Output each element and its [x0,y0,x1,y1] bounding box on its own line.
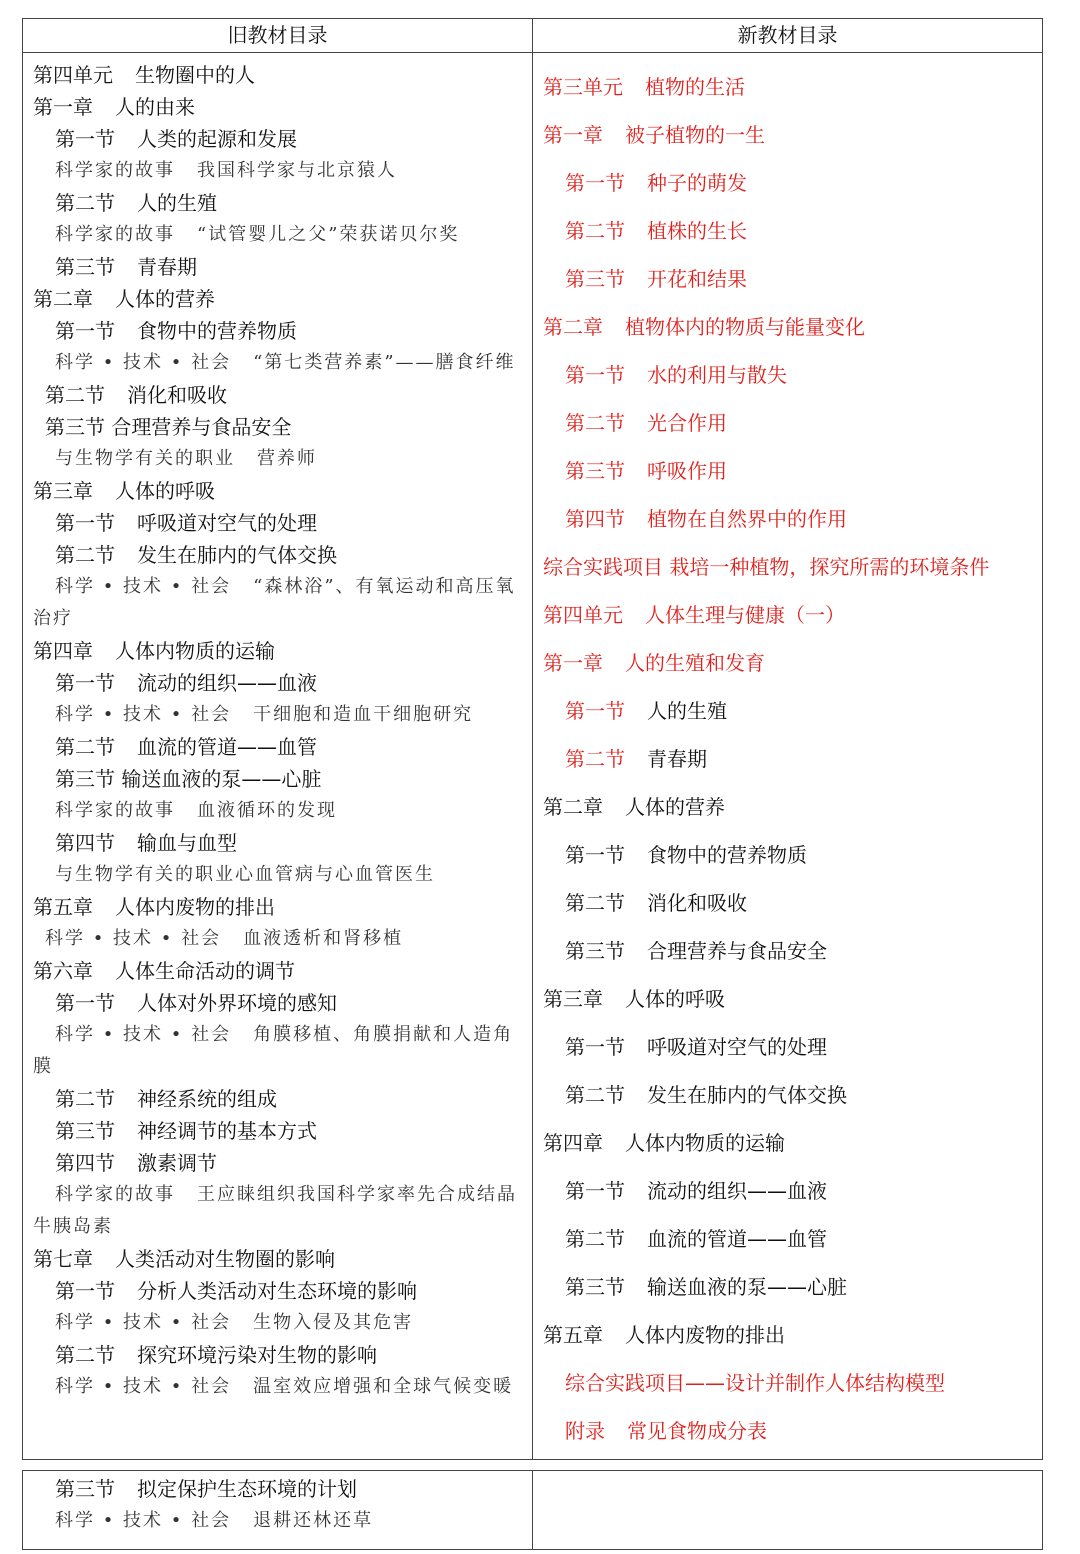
toc-entry-title: 呼吸道对空气的处理 [137,511,317,535]
toc-entry-title: 合理营养与食品安全 [647,939,827,963]
toc-entry [33,635,522,667]
toc-entry-label: 第一节 [565,843,625,867]
toc-entry [543,1215,1032,1263]
toc-sidebar-entry [33,1371,522,1403]
toc-entry-label: 第四单元 [543,603,623,627]
toc-entry-label: 第一章 [543,123,603,147]
toc-entry-label: 综合实践项目——设计并制作人体结构模型 [565,1371,945,1395]
toc-entry [543,543,1032,591]
toc-entry [543,111,1032,159]
toc-entry-label: 第二节 [565,747,625,771]
toc-entry-title: 合理营养与食品安全 [111,415,292,439]
toc-entry-title: 输血与血型 [137,831,237,855]
toc-entry [543,63,1032,111]
toc-entry-label: 第一节 [565,699,625,723]
toc-entry-label: 第一节 [565,171,625,195]
toc-sidebar-entry [33,1179,522,1243]
toc-entry-label: 科学家的故事 [55,1184,175,1205]
new-toc-list [543,63,1032,1455]
toc-entry [543,447,1032,495]
toc-entry [33,1243,522,1275]
toc-entry [543,591,1032,639]
toc-entry [543,255,1032,303]
toc-entry-label: 第四章 [543,1131,603,1155]
toc-entry [33,411,522,443]
continuation-new-cell [533,1471,1043,1550]
toc-entry-label: 第一节 [565,363,625,387]
toc-entry-title: 输送血液的泵——心脏 [647,1275,847,1299]
toc-entry-label: 第三节 [565,267,625,291]
toc-entry [33,1083,522,1115]
toc-entry [543,351,1032,399]
toc-entry-title: 探究环境污染对生物的影响 [137,1343,377,1367]
toc-entry [33,987,522,1019]
toc-entry [543,159,1032,207]
toc-entry-title: 营养师 [257,448,317,469]
toc-entry [33,731,522,763]
header-row [23,19,1043,53]
toc-entry-title: 人体的呼吸 [115,479,215,503]
old-toc-column [23,53,533,1460]
toc-entry [33,1275,522,1307]
toc-entry [33,251,522,283]
toc-entry-title: 植物在自然界中的作用 [647,507,847,531]
toc-entry [543,399,1032,447]
toc-entry-title: 人体内废物的排出 [115,895,275,919]
continuation-table [22,1470,1043,1550]
toc-entry-title: 拟定保护生态环境的计划 [137,1477,357,1501]
toc-entry-label: 第五章 [543,1323,603,1347]
toc-entry [543,687,1032,735]
toc-entry-title: 生物圈中的人 [135,63,255,87]
toc-entry-label: 第二章 [33,287,93,311]
toc-entry [33,667,522,699]
toc-entry-label: 第三节 [565,939,625,963]
toc-entry [543,207,1032,255]
toc-entry-label: 第一节 [565,1179,625,1203]
toc-entry-title: 开花和结果 [647,267,747,291]
toc-entry-label: 第二节 [565,219,625,243]
toc-entry-label: 第三节 [55,255,115,279]
toc-sidebar-entry [33,571,522,635]
toc-entry-label: 科学 • 技术 • 社会 [55,1312,232,1333]
toc-entry-label: 科学 • 技术 • 社会 [45,928,222,949]
toc-entry [33,1473,522,1505]
toc-entry [543,783,1032,831]
toc-entry-title: 栽培一种植物，探究所需的环境条件 [669,555,990,579]
toc-entry-title: 血液循环的发现 [197,800,337,821]
toc-entry-title: 呼吸道对空气的处理 [647,1035,827,1059]
toc-entry-label: 第三节 [565,459,625,483]
new-toc-header: 新教材目录 [533,19,1043,53]
toc-entry-title: 我国科学家与北京猿人 [197,160,397,181]
toc-entry [543,1311,1032,1359]
toc-entry [33,283,522,315]
toc-entry [33,827,522,859]
toc-entry-label: 科学家的故事 [55,800,175,821]
toc-entry-label: 第六章 [33,959,93,983]
toc-entry [543,1071,1032,1119]
toc-entry-title: 消化和吸收 [647,891,747,915]
toc-entry-title: 血液透析和肾移植 [243,928,404,949]
toc-entry-title: 王应睐组织我国科学家率先合成结晶牛胰岛素 [33,1184,517,1237]
toc-entry-title: 血流的管道——血管 [137,735,317,759]
toc-sidebar-entry [33,1505,522,1537]
toc-entry-label: 第二节 [55,1343,115,1367]
toc-entry-title: 人体生命活动的调节 [115,959,295,983]
toc-entry-title: 干细胞和造血干细胞研究 [253,704,474,725]
toc-entry-label: 第二章 [543,315,603,339]
toc-entry-title: 血流的管道——血管 [647,1227,827,1251]
toc-entry-title: 青春期 [137,255,197,279]
toc-entry-label: 第一章 [33,95,93,119]
toc-entry-label: 科学 • 技术 • 社会 [55,1376,232,1397]
continuation-old-cell [23,1471,533,1550]
toc-entry-title: 角膜移植、角膜捐献和人造角膜 [33,1024,514,1077]
toc-entry-label: 第三节 [55,1477,115,1501]
toc-entry [33,315,522,347]
toc-entry-title: 人体内废物的排出 [625,1323,785,1347]
toc-entry [543,735,1032,783]
toc-entry-title: 青春期 [647,747,707,771]
toc-sidebar-entry [33,923,522,955]
toc-entry [543,831,1032,879]
toc-entry [33,91,522,123]
toc-entry [33,763,522,795]
toc-entry-label: 第一节 [55,319,115,343]
toc-entry [33,1147,522,1179]
toc-entry-title: 光合作用 [647,411,727,435]
toc-entry-label: 第三节 [55,1119,115,1143]
toc-entry-title: 植物的生活 [645,75,745,99]
toc-entry-title: “第七类营养素”——膳食纤维 [253,352,516,373]
toc-sidebar-entry [33,1019,522,1083]
toc-sidebar-entry [33,699,522,731]
toc-entry [543,1263,1032,1311]
toc-entry-title: 消化和吸收 [127,383,227,407]
toc-entry-title: 人体对外界环境的感知 [137,991,337,1015]
toc-entry-label: 科学家的故事 [55,160,175,181]
toc-entry [543,495,1032,543]
toc-entry-label: 第四节 [565,507,625,531]
toc-entry-title: 种子的萌发 [647,171,747,195]
toc-entry-label: 第一节 [55,127,115,151]
toc-sidebar-entry [33,443,522,475]
toc-entry-label: 第四单元 [33,63,113,87]
toc-entry [543,1407,1032,1455]
toc-entry-title: 被子植物的一生 [625,123,765,147]
toc-entry [33,1339,522,1371]
old-toc-list [33,59,522,1403]
toc-entry-title: 人的生殖和发育 [625,651,765,675]
old-toc-header: 旧教材目录 [23,19,533,53]
toc-entry [33,891,522,923]
toc-entry-title: 人体的营养 [625,795,725,819]
toc-entry-label: 第一节 [55,511,115,535]
toc-entry [33,379,522,411]
toc-entry-label: 科学 • 技术 • 社会 [55,704,232,725]
toc-entry-label: 综合实践项目 [543,555,663,579]
toc-entry-label: 第五章 [33,895,93,919]
toc-entry-label: 第二节 [55,1087,115,1111]
toc-entry [543,927,1032,975]
content-row [23,53,1043,1460]
toc-sidebar-entry [33,155,522,187]
toc-entry-title: 食物中的营养物质 [137,319,297,343]
toc-entry-label: 第七章 [33,1247,93,1271]
toc-entry-label: 第一节 [565,1035,625,1059]
toc-entry-label: 第二节 [55,543,115,567]
toc-entry-title: 流动的组织——血液 [647,1179,827,1203]
toc-entry [33,59,522,91]
toc-entry-title: 食物中的营养物质 [647,843,807,867]
toc-entry-title: 发生在肺内的气体交换 [647,1083,847,1107]
toc-entry-label: 第二节 [565,891,625,915]
toc-entry-label: 第一节 [55,671,115,695]
toc-entry-label: 与生物学有关的职业 [55,448,235,469]
toc-entry-title: “试管婴儿之父”荣获诺贝尔奖 [197,224,460,245]
toc-entry-title: 水的利用与散失 [647,363,787,387]
toc-entry-title: 流动的组织——血液 [137,671,317,695]
toc-entry-label: 第一章 [543,651,603,675]
toc-entry-title: 温室效应增强和全球气候变暖 [253,1376,514,1397]
toc-entry [543,1167,1032,1215]
toc-entry [33,507,522,539]
toc-entry-title: 植株的生长 [647,219,747,243]
toc-entry-title: 神经系统的组成 [137,1087,277,1111]
toc-entry [543,1023,1032,1071]
toc-entry-title: 常见食物成分表 [627,1419,767,1443]
toc-entry [543,639,1032,687]
toc-entry-label: 科学 • 技术 • 社会 [55,1024,232,1045]
toc-entry-label: 第二节 [55,191,115,215]
toc-entry-label: 第三节 [55,767,115,791]
toc-entry-label: 第二节 [565,1227,625,1251]
toc-entry-label: 第二章 [543,795,603,819]
toc-entry-label: 与生物学有关的职业心血管病与心血管医生 [55,864,435,885]
toc-entry-title: 神经调节的基本方式 [137,1119,317,1143]
toc-entry-title: 人体生理与健康（一） [645,603,845,627]
toc-entry [543,1359,1032,1407]
toc-entry-title: 人的生殖 [137,191,217,215]
toc-entry-title: 发生在肺内的气体交换 [137,543,337,567]
toc-entry [543,879,1032,927]
toc-entry-label: 第四章 [33,639,93,663]
toc-entry [33,187,522,219]
toc-entry-title: “森林浴”、有氧运动和高压氧治疗 [33,576,516,629]
toc-entry [543,303,1032,351]
toc-entry-label: 第三章 [33,479,93,503]
continuation-list [33,1473,522,1537]
toc-entry [543,975,1032,1023]
toc-entry-label: 第一节 [55,991,115,1015]
toc-entry-label: 第四节 [55,1151,115,1175]
toc-entry-label: 第三节 [565,1275,625,1299]
toc-entry-title: 呼吸作用 [647,459,727,483]
toc-entry-title: 人体的营养 [115,287,215,311]
toc-entry-title: 人的由来 [115,95,195,119]
toc-entry-label: 科学家的故事 [55,224,175,245]
toc-entry [33,475,522,507]
toc-entry-title: 植物体内的物质与能量变化 [625,315,865,339]
toc-entry-title: 人类的起源和发展 [137,127,297,151]
toc-sidebar-entry [33,347,522,379]
toc-entry-label: 第二节 [565,411,625,435]
toc-entry-label: 第一节 [55,1279,115,1303]
toc-entry-label: 第四节 [55,831,115,855]
toc-entry-title: 人体的呼吸 [625,987,725,1011]
toc-comparison-table [22,18,1043,1460]
toc-entry-title: 激素调节 [137,1151,217,1175]
toc-sidebar-entry [33,795,522,827]
toc-entry-label: 科学 • 技术 • 社会 [55,576,232,597]
toc-entry [33,539,522,571]
toc-entry-title: 人体内物质的运输 [115,639,275,663]
toc-sidebar-entry [33,1307,522,1339]
toc-entry-label: 科学 • 技术 • 社会 [55,352,232,373]
toc-entry-label: 第三章 [543,987,603,1011]
continuation-row [23,1471,1043,1550]
toc-entry-label: 附录 [565,1419,605,1443]
toc-entry-label: 第二节 [565,1083,625,1107]
toc-entry-title: 分析人类活动对生态环境的影响 [137,1279,417,1303]
toc-entry [543,1119,1032,1167]
toc-entry-title: 退耕还林还草 [253,1510,374,1531]
new-toc-column [533,53,1043,1460]
toc-entry-title: 输送血液的泵——心脏 [121,767,322,791]
toc-entry-title: 人类活动对生物圈的影响 [115,1247,335,1271]
toc-entry-label: 科学 • 技术 • 社会 [55,1510,232,1531]
toc-entry-title: 生物入侵及其危害 [253,1312,414,1333]
toc-sidebar-entry [33,859,522,891]
toc-entry-label: 第二节 [45,383,105,407]
toc-entry-label: 第二节 [55,735,115,759]
toc-entry [33,955,522,987]
toc-entry-label: 第三单元 [543,75,623,99]
toc-entry-title: 人体内物质的运输 [625,1131,785,1155]
toc-sidebar-entry [33,219,522,251]
toc-entry-label: 第三节 [45,415,105,439]
toc-entry-title: 人的生殖 [647,699,727,723]
toc-entry [33,123,522,155]
toc-entry [33,1115,522,1147]
